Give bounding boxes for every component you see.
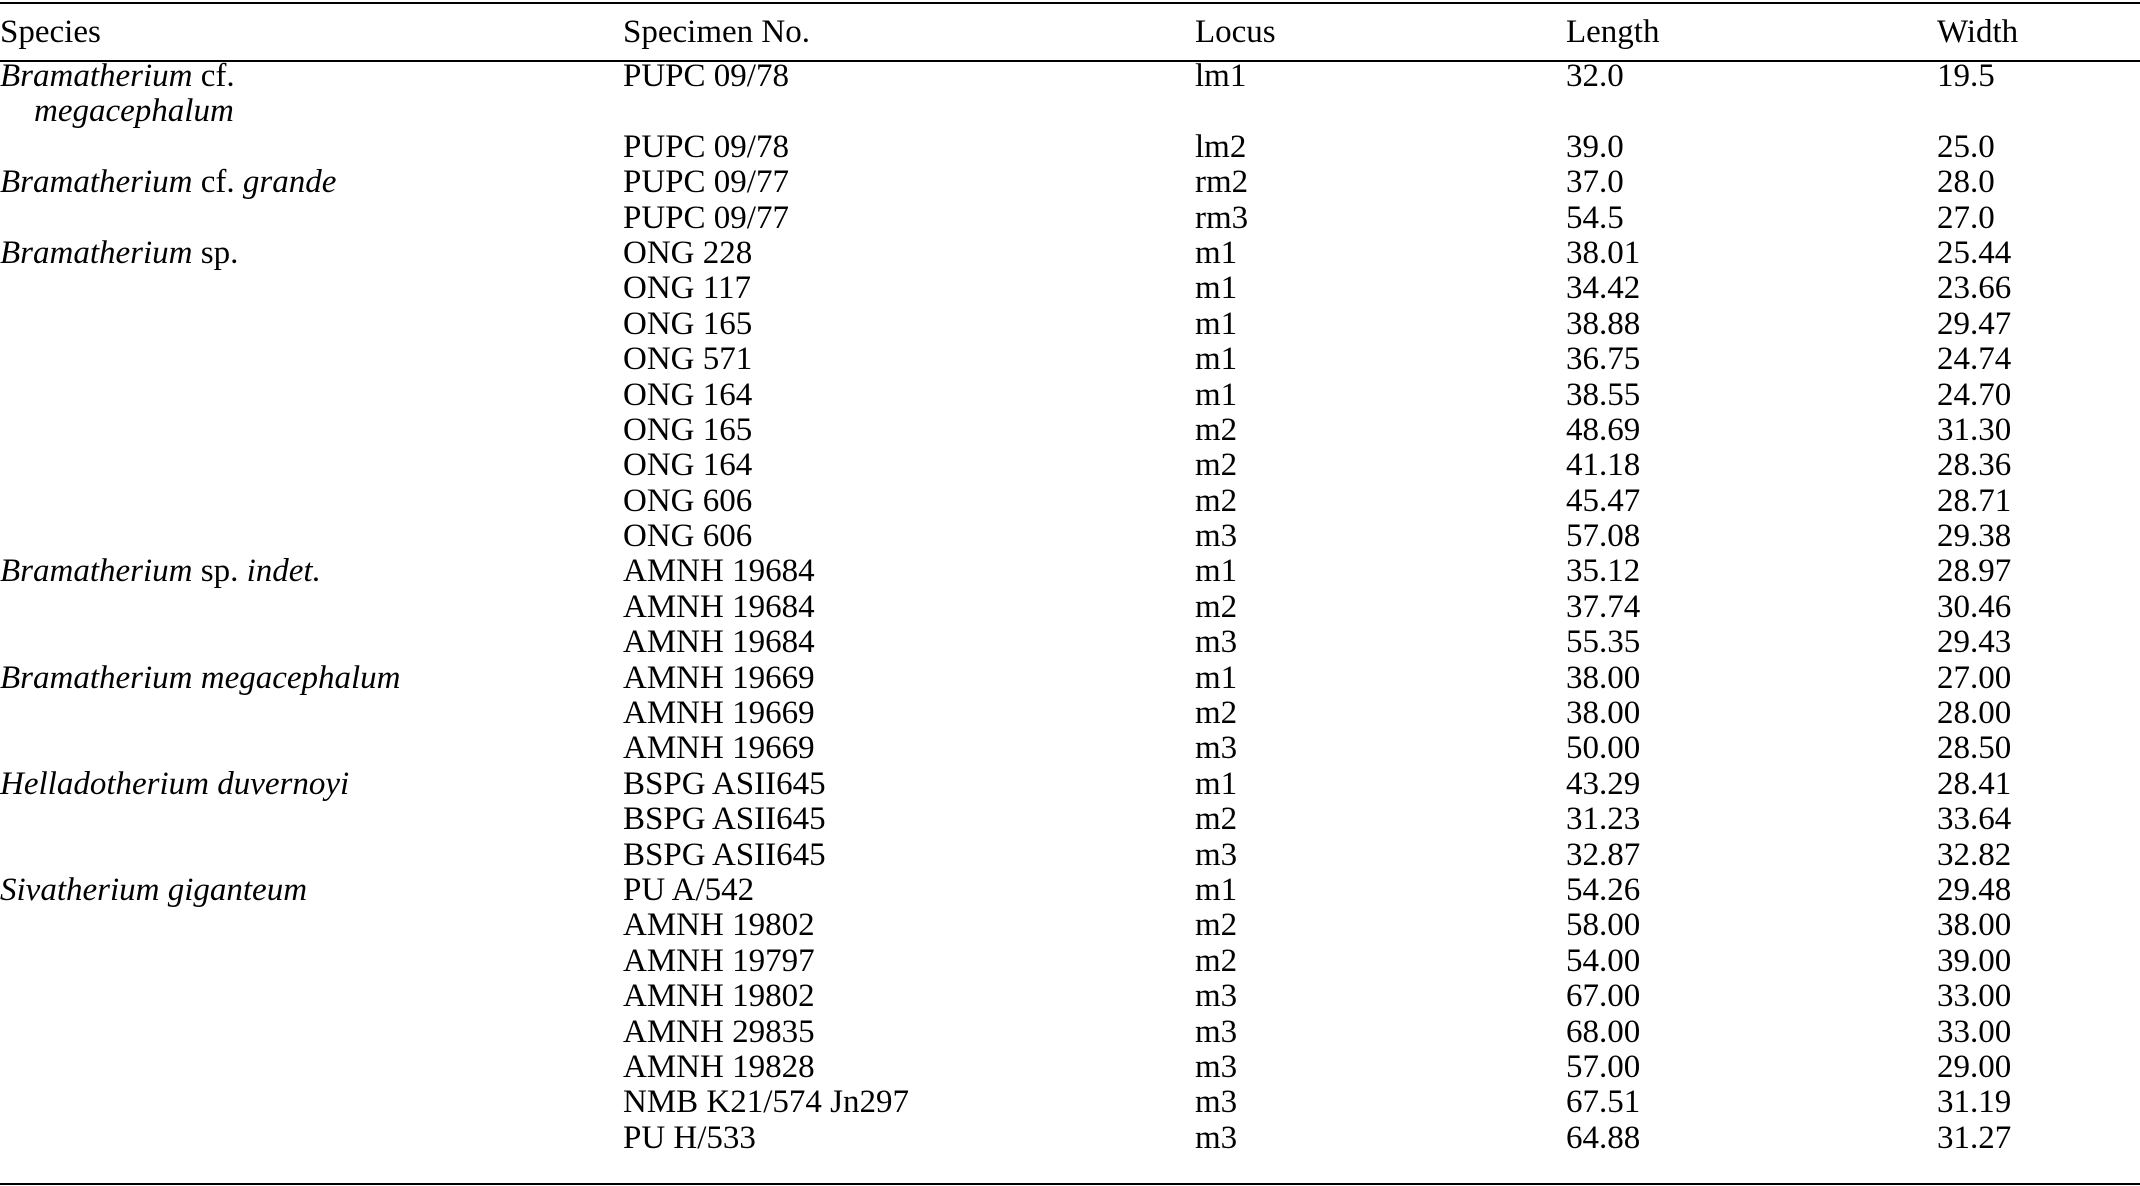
length-cell: 37.74 <box>1566 588 1641 625</box>
species-name-part: cf. <box>192 164 243 201</box>
length-cell: 32.0 <box>1566 58 1624 94</box>
table-row <box>0 448 2140 483</box>
width-cell: 28.71 <box>1937 482 2012 519</box>
species-cell <box>0 59 600 129</box>
locus-cell: m2 <box>1195 907 1238 944</box>
width-cell: 28.41 <box>1937 765 2012 802</box>
species-cell <box>0 554 600 589</box>
locus-cell: m1 <box>1195 765 1238 802</box>
species-name-part: indet. <box>246 553 321 590</box>
length-cell: 57.08 <box>1566 518 1641 555</box>
locus-cell: m3 <box>1195 1013 1238 1050</box>
table-row <box>0 838 2140 873</box>
locus-cell: rm2 <box>1195 164 1249 201</box>
length-cell: 41.18 <box>1566 447 1641 484</box>
specimen-no-cell: PUPC 09/77 <box>623 164 789 201</box>
species-name-part: cf. <box>192 58 235 94</box>
table-row <box>0 307 2140 342</box>
table-row <box>0 979 2140 1014</box>
table-row <box>0 378 2140 413</box>
species-cell <box>0 873 600 908</box>
header-species: Species <box>0 14 101 50</box>
specimen-no-cell: PUPC 09/78 <box>623 58 789 94</box>
species-cell <box>0 165 600 200</box>
species-cell <box>0 767 600 802</box>
length-cell: 38.55 <box>1566 376 1641 413</box>
table-row <box>0 342 2140 377</box>
width-cell: 29.48 <box>1937 872 2012 908</box>
species-name-part: Sivatherium giganteum <box>0 872 308 908</box>
width-cell: 33.00 <box>1937 1013 2012 1050</box>
table-bottom-rule <box>0 1183 2140 1185</box>
specimen-no-cell: ONG 606 <box>623 482 753 519</box>
length-cell: 38.00 <box>1566 695 1641 732</box>
table-row <box>0 1050 2140 1085</box>
width-cell: 25.44 <box>1937 234 2012 271</box>
locus-cell: m2 <box>1195 447 1238 484</box>
width-cell: 31.30 <box>1937 411 2012 448</box>
table-row <box>0 908 2140 943</box>
table-row <box>0 1085 2140 1120</box>
specimen-no-cell: AMNH 19797 <box>623 942 815 979</box>
width-cell: 27.0 <box>1937 199 1995 236</box>
specimen-no-cell: AMNH 19669 <box>623 730 815 767</box>
specimen-no-cell: ONG 164 <box>623 447 753 484</box>
width-cell: 27.00 <box>1937 659 2012 696</box>
locus-cell: m1 <box>1195 270 1238 307</box>
length-cell: 68.00 <box>1566 1013 1641 1050</box>
locus-cell: m2 <box>1195 695 1238 732</box>
locus-cell: m1 <box>1195 553 1238 590</box>
species-cell <box>0 236 600 271</box>
width-cell: 19.5 <box>1937 58 1995 94</box>
width-cell: 29.00 <box>1937 1048 2012 1085</box>
length-cell: 48.69 <box>1566 411 1641 448</box>
locus-cell: m3 <box>1195 1084 1238 1121</box>
locus-cell: m3 <box>1195 836 1238 873</box>
species-name-part: Bramatherium <box>0 234 193 271</box>
length-cell: 50.00 <box>1566 730 1641 767</box>
length-cell: 54.5 <box>1566 199 1624 236</box>
length-cell: 67.00 <box>1566 978 1641 1015</box>
header-specimen-no: Specimen No. <box>623 14 810 50</box>
specimen-no-cell: AMNH 19669 <box>623 695 815 732</box>
species-name-part: Bramatherium <box>0 164 193 201</box>
species-name-part: Bramatherium megacephalum <box>0 659 401 696</box>
specimen-no-cell: AMNH 19669 <box>623 659 815 696</box>
table-header-row <box>0 10 2140 54</box>
length-cell: 37.0 <box>1566 164 1624 201</box>
species-name-part: megacephalum <box>34 93 234 129</box>
specimen-no-cell: PUPC 09/78 <box>623 128 789 165</box>
width-cell: 39.00 <box>1937 942 2012 979</box>
length-cell: 34.42 <box>1566 270 1641 307</box>
table-row <box>0 767 2140 802</box>
width-cell: 33.64 <box>1937 801 2012 838</box>
table-row <box>0 236 2140 271</box>
specimen-no-cell: ONG 165 <box>623 411 753 448</box>
width-cell: 25.0 <box>1937 128 1995 165</box>
locus-cell: m3 <box>1195 624 1238 661</box>
species-name-part: sp. <box>192 553 247 590</box>
specimen-no-cell: PUPC 09/77 <box>623 199 789 236</box>
specimen-no-cell: ONG 165 <box>623 305 753 342</box>
table-row <box>0 661 2140 696</box>
species-name-part: sp. <box>192 234 239 271</box>
table-body <box>0 59 2140 1156</box>
locus-cell: m1 <box>1195 872 1238 908</box>
locus-cell: m1 <box>1195 305 1238 342</box>
species-cell <box>0 661 600 696</box>
locus-cell: m3 <box>1195 1119 1238 1156</box>
length-cell: 38.88 <box>1566 305 1641 342</box>
locus-cell: rm3 <box>1195 199 1249 236</box>
table-row <box>0 165 2140 200</box>
table-row <box>0 802 2140 837</box>
table-row <box>0 484 2140 519</box>
table-row <box>0 696 2140 731</box>
width-cell: 38.00 <box>1937 907 2012 944</box>
specimen-no-cell: AMNH 19802 <box>623 978 815 1015</box>
length-cell: 55.35 <box>1566 624 1641 661</box>
length-cell: 39.0 <box>1566 128 1624 165</box>
specimen-no-cell: ONG 164 <box>623 376 753 413</box>
length-cell: 36.75 <box>1566 341 1641 378</box>
specimen-no-cell: AMNH 19802 <box>623 907 815 944</box>
species-name-part: Bramatherium <box>0 58 193 94</box>
table-row <box>0 519 2140 554</box>
width-cell: 33.00 <box>1937 978 2012 1015</box>
width-cell: 28.50 <box>1937 730 2012 767</box>
locus-cell: m1 <box>1195 234 1238 271</box>
width-cell: 29.47 <box>1937 305 2012 342</box>
length-cell: 58.00 <box>1566 907 1641 944</box>
length-cell: 38.01 <box>1566 234 1641 271</box>
specimen-no-cell: ONG 228 <box>623 234 753 271</box>
header-locus: Locus <box>1195 14 1276 50</box>
species-name-part: grande <box>242 164 337 201</box>
locus-cell: m3 <box>1195 730 1238 767</box>
table-row <box>0 731 2140 766</box>
table-row <box>0 413 2140 448</box>
table-row <box>0 1121 2140 1156</box>
locus-cell: lm2 <box>1195 128 1247 165</box>
specimen-no-cell: BSPG ASII645 <box>623 765 826 802</box>
specimen-no-cell: AMNH 19828 <box>623 1048 815 1085</box>
specimen-no-cell: ONG 117 <box>623 270 752 307</box>
locus-cell: m2 <box>1195 482 1238 519</box>
length-cell: 67.51 <box>1566 1084 1641 1121</box>
specimen-no-cell: NMB K21/574 Jn297 <box>623 1084 910 1121</box>
length-cell: 38.00 <box>1566 659 1641 696</box>
table-row <box>0 554 2140 589</box>
locus-cell: lm1 <box>1195 58 1247 94</box>
specimen-no-cell: AMNH 19684 <box>623 553 815 590</box>
length-cell: 43.29 <box>1566 765 1641 802</box>
specimen-no-cell: BSPG ASII645 <box>623 801 826 838</box>
table-row <box>0 201 2140 236</box>
width-cell: 29.43 <box>1937 624 2012 661</box>
locus-cell: m3 <box>1195 978 1238 1015</box>
width-cell: 28.97 <box>1937 553 2012 590</box>
length-cell: 32.87 <box>1566 836 1641 873</box>
width-cell: 31.27 <box>1937 1119 2012 1156</box>
locus-cell: m2 <box>1195 411 1238 448</box>
specimen-no-cell: ONG 606 <box>623 518 753 555</box>
specimen-no-cell: PU A/542 <box>623 872 755 908</box>
width-cell: 29.38 <box>1937 518 2012 555</box>
table-row <box>0 873 2140 908</box>
header-width: Width <box>1937 14 2019 50</box>
width-cell: 32.82 <box>1937 836 2012 873</box>
specimen-no-cell: BSPG ASII645 <box>623 836 826 873</box>
length-cell: 54.00 <box>1566 942 1641 979</box>
length-cell: 31.23 <box>1566 801 1641 838</box>
locus-cell: m1 <box>1195 341 1238 378</box>
width-cell: 28.00 <box>1937 695 2012 732</box>
specimen-no-cell: ONG 571 <box>623 341 753 378</box>
locus-cell: m2 <box>1195 942 1238 979</box>
table-top-rule <box>0 2 2140 4</box>
width-cell: 24.74 <box>1937 341 2012 378</box>
specimen-no-cell: PU H/533 <box>623 1119 756 1156</box>
table-row <box>0 130 2140 165</box>
length-cell: 57.00 <box>1566 1048 1641 1085</box>
specimen-no-cell: AMNH 19684 <box>623 624 815 661</box>
length-cell: 45.47 <box>1566 482 1641 519</box>
width-cell: 30.46 <box>1937 588 2012 625</box>
table-row <box>0 271 2140 306</box>
locus-cell: m2 <box>1195 801 1238 838</box>
locus-cell: m1 <box>1195 376 1238 413</box>
table-row <box>0 1015 2140 1050</box>
locus-cell: m1 <box>1195 659 1238 696</box>
table-row <box>0 625 2140 660</box>
locus-cell: m3 <box>1195 518 1238 555</box>
width-cell: 24.70 <box>1937 376 2012 413</box>
width-cell: 28.36 <box>1937 447 2012 484</box>
specimen-no-cell: AMNH 29835 <box>623 1013 815 1050</box>
header-length: Length <box>1566 14 1660 50</box>
length-cell: 35.12 <box>1566 553 1641 590</box>
locus-cell: m3 <box>1195 1048 1238 1085</box>
species-name-part: Bramatherium <box>0 553 193 590</box>
locus-cell: m2 <box>1195 588 1238 625</box>
length-cell: 54.26 <box>1566 872 1641 908</box>
width-cell: 23.66 <box>1937 270 2012 307</box>
width-cell: 31.19 <box>1937 1084 2012 1121</box>
table-row <box>0 590 2140 625</box>
width-cell: 28.0 <box>1937 164 1995 201</box>
table-row <box>0 944 2140 979</box>
table-row <box>0 59 2140 130</box>
species-name-part: Helladotherium duvernoyi <box>0 765 350 802</box>
length-cell: 64.88 <box>1566 1119 1641 1156</box>
specimen-no-cell: AMNH 19684 <box>623 588 815 625</box>
